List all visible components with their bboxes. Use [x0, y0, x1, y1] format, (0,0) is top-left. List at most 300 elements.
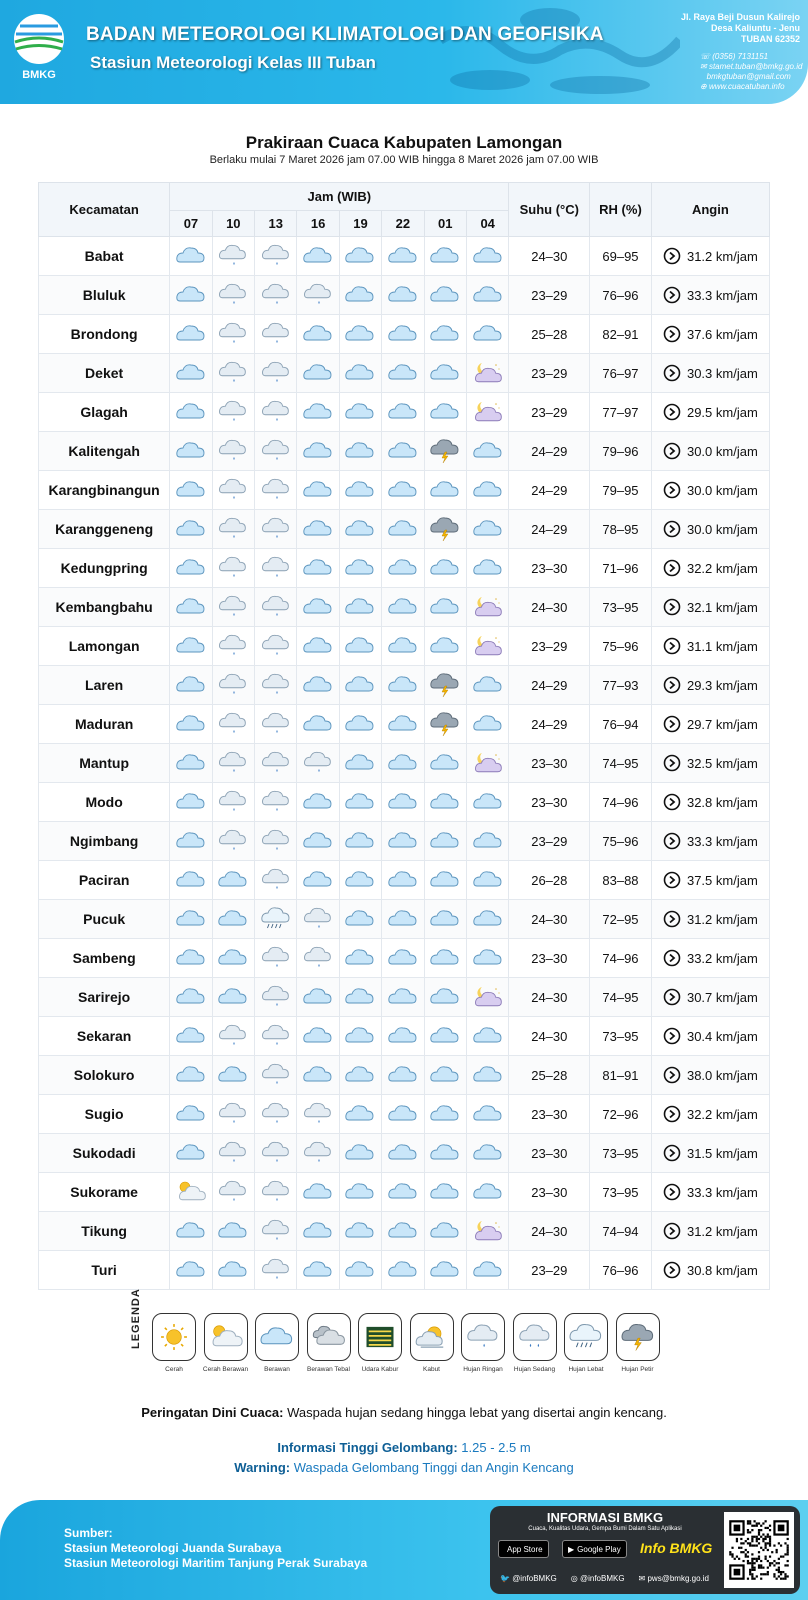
- weather-cell: [466, 471, 508, 510]
- weather-cell: [424, 237, 466, 276]
- cloudy-icon: [175, 282, 207, 308]
- cloudy-icon: [429, 1257, 461, 1283]
- wind-cell: [651, 393, 769, 432]
- weather-cell: [382, 1095, 424, 1134]
- weather-cell: [382, 276, 424, 315]
- wind-cell: [651, 276, 769, 315]
- wind-direction-icon: [663, 364, 681, 382]
- wind-cell: [651, 354, 769, 393]
- cloudy-icon: [344, 360, 376, 386]
- footer: [0, 1500, 808, 1600]
- weather-cell: [255, 1251, 297, 1290]
- cloudy-icon: [429, 1062, 461, 1088]
- light-rain-icon: [260, 1062, 292, 1088]
- cloudy-icon: [387, 1023, 419, 1049]
- cloudy-icon: [217, 1218, 249, 1244]
- cloudy-icon: [429, 555, 461, 581]
- wind-direction-icon: [663, 481, 681, 499]
- night-cloudy-icon: [472, 594, 504, 620]
- temperature-cell: 25–28: [509, 1056, 590, 1095]
- temperature-cell: 23–30: [509, 1173, 590, 1212]
- temperature-cell: 24–30: [509, 588, 590, 627]
- humidity-cell: 72–96: [590, 1095, 652, 1134]
- weather-cell: [212, 900, 254, 939]
- light-rain-icon: [260, 1101, 292, 1127]
- cloudy-icon: [472, 243, 504, 269]
- sunny-cloudy-icon: [204, 1313, 248, 1361]
- cloudy-icon: [387, 555, 419, 581]
- light-rain-icon: [260, 438, 292, 464]
- weather-cell: [297, 1017, 339, 1056]
- header-rh: RH (%): [590, 183, 652, 237]
- wave-warning-text: Waspada Gelombang Tinggi dan Angin Kencang: [293, 1460, 574, 1475]
- weather-cell: [466, 783, 508, 822]
- kecamatan-name: Ngimbang: [39, 822, 170, 861]
- humidity-cell: 76–96: [590, 276, 652, 315]
- wind-direction-icon: [663, 1105, 681, 1123]
- light-rain-icon: [260, 1179, 292, 1205]
- temperature-cell: 23–30: [509, 549, 590, 588]
- cloudy-icon: [175, 633, 207, 659]
- header-banner: [0, 0, 808, 104]
- wind-speed: 31.1 km/jam: [686, 638, 758, 654]
- email-text: ✉ stamet.tuban@bmkg.go.id: [700, 62, 803, 71]
- cloudy-icon: [302, 1062, 334, 1088]
- weather-cell: [212, 783, 254, 822]
- wind-cell: [651, 432, 769, 471]
- table-row: [39, 393, 770, 432]
- haze-icon: [358, 1313, 402, 1361]
- light-rain-icon: [260, 399, 292, 425]
- weather-cell: [382, 1212, 424, 1251]
- legend-caption: Hujan Sedang: [513, 1366, 556, 1373]
- cloudy-icon: [429, 321, 461, 347]
- play-icon: ▶: [568, 1544, 575, 1554]
- weather-cell: [212, 1056, 254, 1095]
- cloudy-icon: [344, 594, 376, 620]
- cloudy-icon: [302, 672, 334, 698]
- legend-caption: Berawan Tebal: [307, 1366, 350, 1373]
- cloudy-icon: [344, 438, 376, 464]
- weather-cell: [339, 549, 381, 588]
- legend-item: [358, 1313, 402, 1373]
- wind-speed: 31.2 km/jam: [686, 1223, 758, 1239]
- temperature-cell: 23–29: [509, 354, 590, 393]
- temperature-cell: 24–30: [509, 237, 590, 276]
- light-rain-icon: [302, 945, 334, 971]
- table-row: [39, 354, 770, 393]
- weather-cell: [382, 783, 424, 822]
- kecamatan-name: Kedungpring: [39, 549, 170, 588]
- wind-speed: 32.5 km/jam: [686, 755, 758, 771]
- kecamatan-name: Bluluk: [39, 276, 170, 315]
- hour-header: 07: [170, 211, 212, 237]
- instagram-link[interactable]: ◎ @infoBMKG: [570, 1574, 625, 1583]
- kecamatan-name: Sekaran: [39, 1017, 170, 1056]
- weather-cell: [424, 588, 466, 627]
- cloudy-icon: [302, 399, 334, 425]
- weather-cell: [212, 354, 254, 393]
- wind-direction-icon: [663, 1144, 681, 1162]
- kecamatan-name: Sukorame: [39, 1173, 170, 1212]
- weather-cell: [466, 354, 508, 393]
- light-rain-icon: [260, 282, 292, 308]
- weather-cell: [339, 861, 381, 900]
- heavy-rain-icon: [260, 906, 292, 932]
- weather-cell: [339, 471, 381, 510]
- thunder-icon: [429, 438, 461, 464]
- wave-warning: [0, 1460, 808, 1475]
- hour-header: 19: [339, 211, 381, 237]
- weather-cell: [382, 471, 424, 510]
- wind-direction-icon: [663, 1027, 681, 1045]
- weather-cell: [255, 666, 297, 705]
- humidity-cell: 74–96: [590, 783, 652, 822]
- humidity-cell: 73–95: [590, 1173, 652, 1212]
- warning-label: Peringatan Dini Cuaca:: [141, 1405, 284, 1420]
- light-rain-icon: [260, 828, 292, 854]
- weather-cell: [382, 900, 424, 939]
- light-rain-icon: [260, 1023, 292, 1049]
- weather-cell: [297, 744, 339, 783]
- weather-cell: [170, 432, 212, 471]
- weather-cell: [170, 237, 212, 276]
- hour-header: 22: [382, 211, 424, 237]
- table-row: [39, 1134, 770, 1173]
- weather-cell: [170, 1251, 212, 1290]
- weather-cell: [255, 1134, 297, 1173]
- cloudy-icon: [472, 1023, 504, 1049]
- weather-cell: [382, 627, 424, 666]
- table-row: [39, 900, 770, 939]
- header-angin: Angin: [651, 183, 769, 237]
- kecamatan-name: Karangbinangun: [39, 471, 170, 510]
- weather-cell: [424, 1056, 466, 1095]
- humidity-cell: 74–94: [590, 1212, 652, 1251]
- light-rain-icon: [260, 594, 292, 620]
- weather-cell: [255, 861, 297, 900]
- weather-cell: [339, 315, 381, 354]
- kecamatan-name: Sambeng: [39, 939, 170, 978]
- cloudy-icon: [302, 477, 334, 503]
- wind-speed: 31.2 km/jam: [686, 911, 758, 927]
- weather-cell: [297, 1134, 339, 1173]
- weather-cell: [466, 393, 508, 432]
- table-row: [39, 822, 770, 861]
- weather-cell: [255, 471, 297, 510]
- temperature-cell: 24–29: [509, 432, 590, 471]
- weather-cell: [212, 393, 254, 432]
- wind-direction-icon: [663, 1261, 681, 1279]
- wave-label: Informasi Tinggi Gelombang:: [277, 1440, 458, 1455]
- temperature-cell: 24–29: [509, 666, 590, 705]
- table-row: [39, 237, 770, 276]
- weather-cell: [170, 861, 212, 900]
- weather-cell: [339, 900, 381, 939]
- weather-cell: [382, 705, 424, 744]
- weather-cell: [339, 1095, 381, 1134]
- humidity-cell: 78–95: [590, 510, 652, 549]
- temperature-cell: 23–29: [509, 1251, 590, 1290]
- table-row: [39, 939, 770, 978]
- weather-cell: [466, 861, 508, 900]
- wind-direction-icon: [663, 1222, 681, 1240]
- weather-cell: [170, 744, 212, 783]
- cloudy-icon: [387, 1179, 419, 1205]
- weather-cell: [170, 666, 212, 705]
- cloudy-icon: [175, 906, 207, 932]
- cloudy-icon: [429, 243, 461, 269]
- wind-direction-icon: [663, 403, 681, 421]
- legend-label: LEGENDA: [130, 1288, 142, 1349]
- humidity-cell: 82–91: [590, 315, 652, 354]
- weather-cell: [339, 666, 381, 705]
- cloudy-icon: [302, 555, 334, 581]
- weather-cell: [297, 978, 339, 1017]
- wind-speed: 29.7 km/jam: [686, 716, 758, 732]
- light-rain-icon: [217, 1023, 249, 1049]
- weather-cell: [297, 315, 339, 354]
- hour-header: 10: [212, 211, 254, 237]
- cloudy-icon: [175, 1023, 207, 1049]
- weather-cell: [382, 393, 424, 432]
- light-rain-icon: [217, 555, 249, 581]
- humidity-cell: 77–97: [590, 393, 652, 432]
- weather-cell: [466, 627, 508, 666]
- weather-cell: [297, 588, 339, 627]
- cloudy-icon: [175, 711, 207, 737]
- legend-caption: Udara Kabur: [361, 1366, 399, 1373]
- light-rain-icon: [217, 789, 249, 815]
- cloudy-icon: [472, 1101, 504, 1127]
- wind-cell: [651, 1134, 769, 1173]
- weather-cell: [255, 1056, 297, 1095]
- cloudy-icon: [302, 789, 334, 815]
- wind-cell: [651, 900, 769, 939]
- legend-caption: Berawan: [264, 1366, 290, 1373]
- cloudy-icon: [302, 594, 334, 620]
- weather-cell: [339, 822, 381, 861]
- weather-cell: [170, 276, 212, 315]
- cloudy-icon: [387, 672, 419, 698]
- weather-cell: [212, 315, 254, 354]
- twitter-link[interactable]: 🐦 @infoBMKG: [500, 1574, 557, 1583]
- humidity-cell: 79–95: [590, 471, 652, 510]
- cloudy-icon: [302, 867, 334, 893]
- kecamatan-name: Sukodadi: [39, 1134, 170, 1173]
- legend-caption: Hujan Petir: [621, 1366, 654, 1373]
- cloudy-icon: [429, 399, 461, 425]
- cloudy-icon: [175, 1140, 207, 1166]
- temperature-cell: 23–29: [509, 393, 590, 432]
- humidity-cell: 77–93: [590, 666, 652, 705]
- table-row: [39, 432, 770, 471]
- cloudy-icon: [175, 1101, 207, 1127]
- weather-cell: [466, 1017, 508, 1056]
- appstore-badge[interactable]: App Store: [498, 1540, 549, 1558]
- weather-cell: [170, 393, 212, 432]
- cloudy-icon: [175, 594, 207, 620]
- cloudy-icon: [387, 282, 419, 308]
- night-cloudy-icon: [472, 633, 504, 659]
- cloudy-icon: [217, 1062, 249, 1088]
- cloudy-icon: [387, 360, 419, 386]
- phone-text: ☏ (0356) 7131151: [700, 52, 769, 61]
- wind-speed: 30.4 km/jam: [686, 1028, 758, 1044]
- weather-cell: [297, 939, 339, 978]
- weather-cell: [424, 1095, 466, 1134]
- svg-text:BMKG: BMKG: [22, 69, 56, 81]
- cloudy-icon: [429, 906, 461, 932]
- weather-cell: [212, 939, 254, 978]
- overcast-icon: [307, 1313, 351, 1361]
- light-rain-icon: [260, 984, 292, 1010]
- cloudy-icon: [344, 945, 376, 971]
- sunny-cloudy-icon: [175, 1179, 207, 1205]
- wind-speed: 29.3 km/jam: [686, 677, 758, 693]
- cloudy-icon: [387, 750, 419, 776]
- weather-cell: [170, 510, 212, 549]
- early-warning: [0, 1405, 808, 1420]
- weather-cell: [466, 939, 508, 978]
- light-rain-icon: [217, 477, 249, 503]
- weather-cell: [382, 1134, 424, 1173]
- legend-item: [307, 1313, 351, 1373]
- wind-speed: 37.5 km/jam: [686, 872, 758, 888]
- weather-cell: [255, 1173, 297, 1212]
- light-rain-icon: [217, 1179, 249, 1205]
- light-rain-icon: [260, 477, 292, 503]
- cloudy-icon: [429, 867, 461, 893]
- table-row: [39, 588, 770, 627]
- light-rain-icon: [260, 321, 292, 347]
- weather-cell: [255, 354, 297, 393]
- cloudy-icon: [175, 399, 207, 425]
- weather-cell: [212, 627, 254, 666]
- website-text: ⊕ www.cuacatuban.info: [700, 82, 785, 91]
- cloudy-icon: [302, 438, 334, 464]
- weather-cell: [212, 1017, 254, 1056]
- cloudy-icon: [344, 516, 376, 542]
- wind-cell: [651, 1017, 769, 1056]
- googleplay-badge[interactable]: ▶ Google Play: [562, 1540, 627, 1558]
- cloudy-icon: [302, 828, 334, 854]
- weather-cell: [466, 588, 508, 627]
- weather-cell: [255, 627, 297, 666]
- table-row: [39, 1212, 770, 1251]
- wind-cell: [651, 237, 769, 276]
- humidity-cell: 76–94: [590, 705, 652, 744]
- wind-direction-icon: [663, 910, 681, 928]
- humidity-cell: 81–91: [590, 1056, 652, 1095]
- weather-cell: [424, 393, 466, 432]
- weather-cell: [382, 549, 424, 588]
- cloudy-icon: [217, 906, 249, 932]
- light-rain-icon: [260, 516, 292, 542]
- weather-cell: [339, 1212, 381, 1251]
- cloudy-icon: [344, 711, 376, 737]
- weather-cell: [382, 1017, 424, 1056]
- cloudy-icon: [302, 1257, 334, 1283]
- temperature-cell: 24–30: [509, 900, 590, 939]
- cloudy-icon: [429, 984, 461, 1010]
- weather-cell: [170, 822, 212, 861]
- table-row: [39, 510, 770, 549]
- weather-cell: [255, 744, 297, 783]
- info-bmkg-panel: [490, 1506, 800, 1594]
- weather-cell: [466, 315, 508, 354]
- wind-speed: 30.0 km/jam: [686, 482, 758, 498]
- humidity-cell: 71–96: [590, 549, 652, 588]
- table-row: [39, 861, 770, 900]
- qr-code: [724, 1512, 794, 1588]
- cloudy-icon: [387, 1140, 419, 1166]
- weather-cell: [424, 1251, 466, 1290]
- weather-cell: [382, 510, 424, 549]
- weather-cell: [255, 315, 297, 354]
- weather-cell: [339, 627, 381, 666]
- weather-cell: [339, 1134, 381, 1173]
- weather-cell: [339, 783, 381, 822]
- temperature-cell: 23–30: [509, 939, 590, 978]
- cloudy-icon: [387, 1101, 419, 1127]
- weather-cell: [170, 1134, 212, 1173]
- kecamatan-name: Deket: [39, 354, 170, 393]
- weather-cell: [424, 510, 466, 549]
- weather-cell: [466, 432, 508, 471]
- cloudy-icon: [217, 1257, 249, 1283]
- weather-cell: [339, 939, 381, 978]
- email-link[interactable]: ✉ pws@bmkg.go.id: [638, 1574, 709, 1583]
- weather-cell: [382, 1173, 424, 1212]
- wind-direction-icon: [663, 1183, 681, 1201]
- wind-speed: 32.1 km/jam: [686, 599, 758, 615]
- weather-cell: [424, 354, 466, 393]
- hour-header: 13: [255, 211, 297, 237]
- night-cloudy-icon: [472, 1218, 504, 1244]
- cloudy-icon: [387, 438, 419, 464]
- wind-cell: [651, 315, 769, 354]
- weather-cell: [339, 393, 381, 432]
- cloudy-icon: [175, 477, 207, 503]
- weather-cell: [255, 549, 297, 588]
- weather-cell: [382, 237, 424, 276]
- weather-cell: [170, 354, 212, 393]
- warning-text: Waspada hujan sedang hingga lebat yang disertai angin kencang.: [287, 1405, 667, 1420]
- cloudy-icon: [217, 867, 249, 893]
- wind-cell: [651, 978, 769, 1017]
- humidity-cell: 83–88: [590, 861, 652, 900]
- thunder-icon: [429, 516, 461, 542]
- cloudy-icon: [387, 243, 419, 269]
- cloudy-icon: [429, 1101, 461, 1127]
- weather-cell: [170, 315, 212, 354]
- cloudy-icon: [429, 1023, 461, 1049]
- address-line: Desa Kaliuntu - Jenu: [710, 23, 800, 33]
- wind-speed: 32.2 km/jam: [686, 1106, 758, 1122]
- night-cloudy-icon: [472, 750, 504, 776]
- wind-speed: 30.8 km/jam: [686, 1262, 758, 1278]
- kecamatan-name: Solokuro: [39, 1056, 170, 1095]
- weather-cell: [212, 1212, 254, 1251]
- cloudy-icon: [429, 750, 461, 776]
- kecamatan-name: Modo: [39, 783, 170, 822]
- wind-cell: [651, 939, 769, 978]
- weather-cell: [212, 861, 254, 900]
- cloudy-icon: [429, 828, 461, 854]
- table-row: [39, 1173, 770, 1212]
- light-rain-icon: [217, 1101, 249, 1127]
